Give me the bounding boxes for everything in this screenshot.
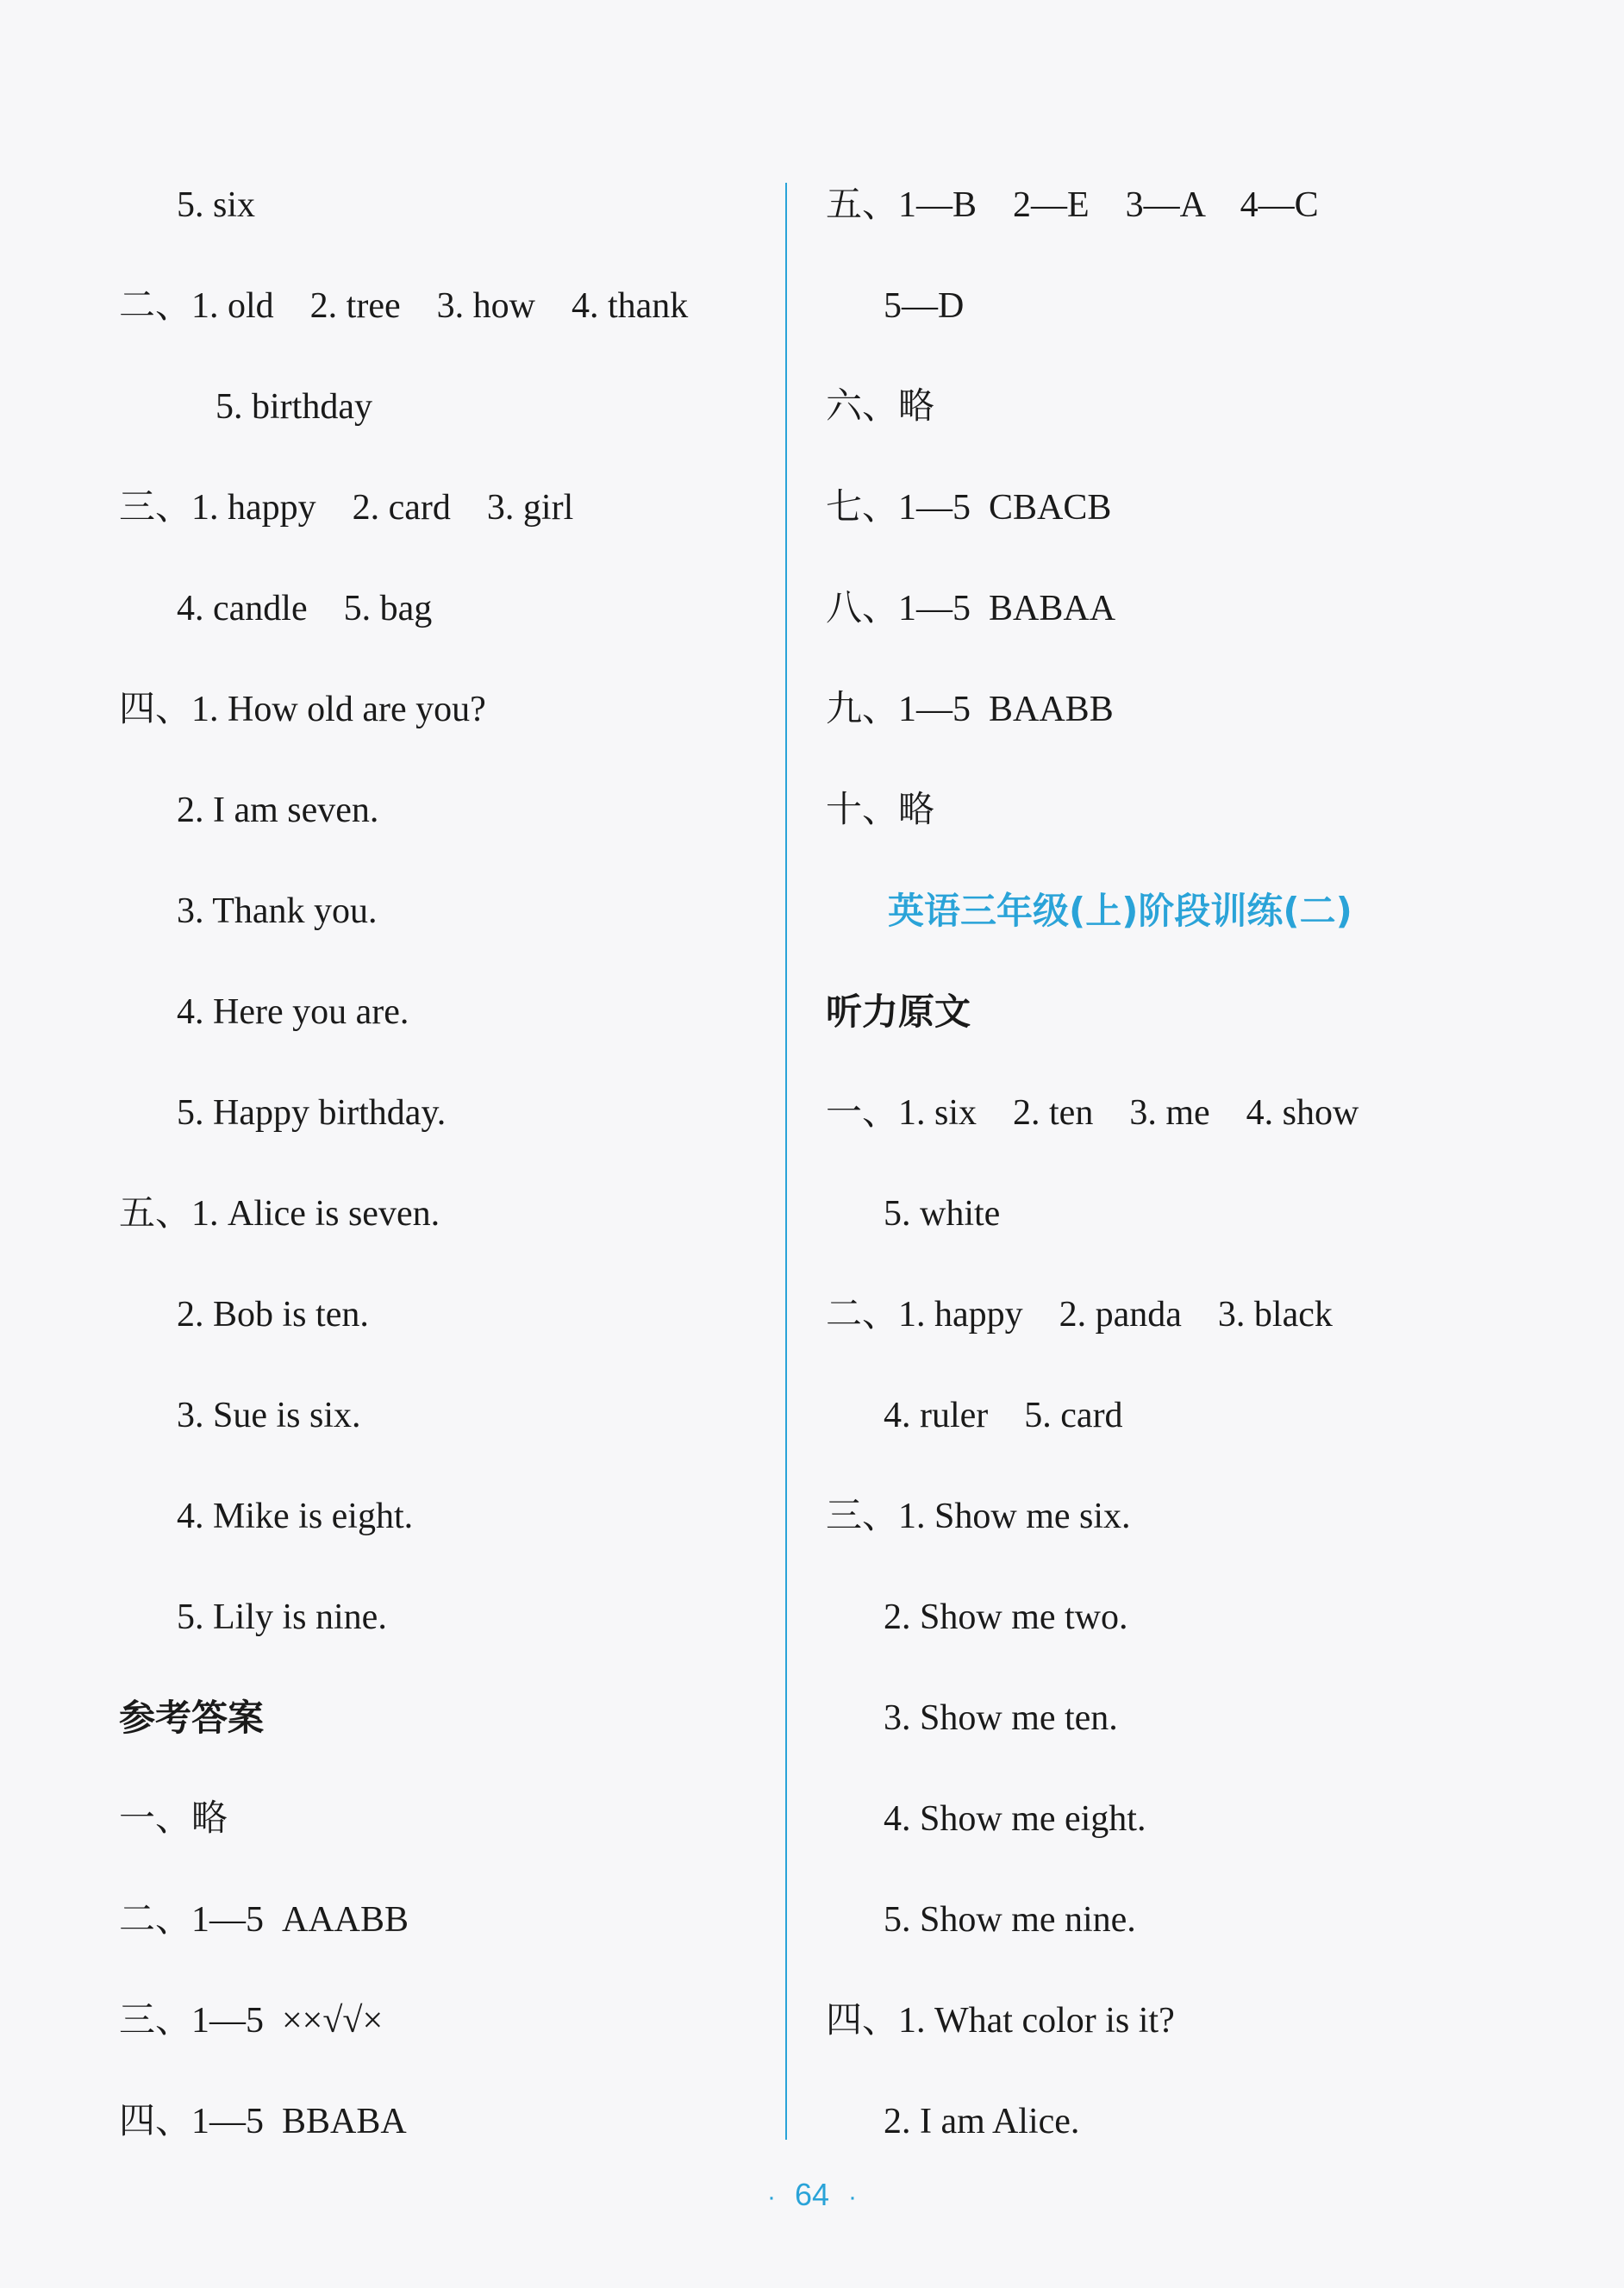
answer-line: 十、略 bbox=[826, 791, 935, 830]
answer-line: 六、略 bbox=[826, 387, 935, 427]
answer-line: 5. Show me nine. bbox=[884, 1900, 1136, 1940]
answer-line: 七、1—5 CBACB bbox=[826, 488, 1112, 528]
answer-line: 三、1. happy 2. card 3. girl bbox=[119, 488, 574, 528]
answer-line: 三、1. Show me six. bbox=[826, 1497, 1131, 1536]
answer-line: 四、1. What color is it? bbox=[826, 2001, 1175, 2041]
answer-line: 5. Happy birthday. bbox=[177, 1093, 447, 1133]
answer-line: 二、1. old 2. tree 3. how 4. thank bbox=[119, 286, 689, 326]
answer-line: 一、略 bbox=[119, 1799, 228, 1839]
answer-line: 二、1—5 AAABB bbox=[119, 1900, 409, 1940]
answer-line: 5. Lily is nine. bbox=[177, 1597, 387, 1637]
answer-line: 四、1. How old are you? bbox=[119, 690, 486, 729]
page-number-dot-right: · bbox=[848, 2183, 858, 2211]
section-heading: 参考答案 bbox=[119, 1697, 265, 1739]
answer-line: 一、1. six 2. ten 3. me 4. show bbox=[826, 1093, 1359, 1133]
section-heading: 听力原文 bbox=[826, 991, 971, 1033]
answer-line: 2. Bob is ten. bbox=[177, 1295, 369, 1335]
answer-line: 3. Sue is six. bbox=[177, 1396, 361, 1435]
answer-line: 五、1. Alice is seven. bbox=[119, 1194, 440, 1234]
answer-line: 4. ruler 5. card bbox=[884, 1396, 1123, 1435]
answer-line: 2. I am Alice. bbox=[884, 2102, 1080, 2141]
page-number-value: 64 bbox=[794, 2177, 830, 2212]
answer-line: 4. Here you are. bbox=[177, 992, 409, 1032]
answer-line: 八、1—5 BABAA bbox=[826, 589, 1116, 628]
answer-line: 4. Mike is eight. bbox=[177, 1497, 414, 1536]
answer-line: 4. Show me eight. bbox=[884, 1799, 1146, 1839]
answer-line: 3. Thank you. bbox=[177, 891, 378, 931]
answer-line: 五、1—B 2—E 3—A 4—C bbox=[826, 185, 1319, 225]
answer-line: 2. I am seven. bbox=[177, 791, 379, 830]
answer-line: 4. candle 5. bag bbox=[177, 589, 433, 628]
answer-line: 5. birthday bbox=[215, 387, 372, 427]
answer-line: 二、1. happy 2. panda 3. black bbox=[826, 1295, 1333, 1335]
page-number bbox=[0, 2174, 1624, 2218]
answer-line: 四、1—5 BBABA bbox=[119, 2102, 407, 2141]
answer-line: 九、1—5 BAABB bbox=[826, 690, 1114, 729]
answer-line: 3. Show me ten. bbox=[884, 1698, 1118, 1738]
column-divider bbox=[785, 183, 787, 2140]
page-number-dot-left: · bbox=[766, 2183, 776, 2211]
answer-line: 2. Show me two. bbox=[884, 1597, 1128, 1637]
answer-line: 5—D bbox=[884, 286, 965, 326]
answer-line: 5. six bbox=[177, 185, 256, 225]
answer-line: 三、1—5 ××√√× bbox=[119, 2001, 384, 2041]
section-title: 英语三年级(上)阶段训练(二) bbox=[888, 890, 1352, 932]
answer-line: 5. white bbox=[884, 1194, 1001, 1234]
